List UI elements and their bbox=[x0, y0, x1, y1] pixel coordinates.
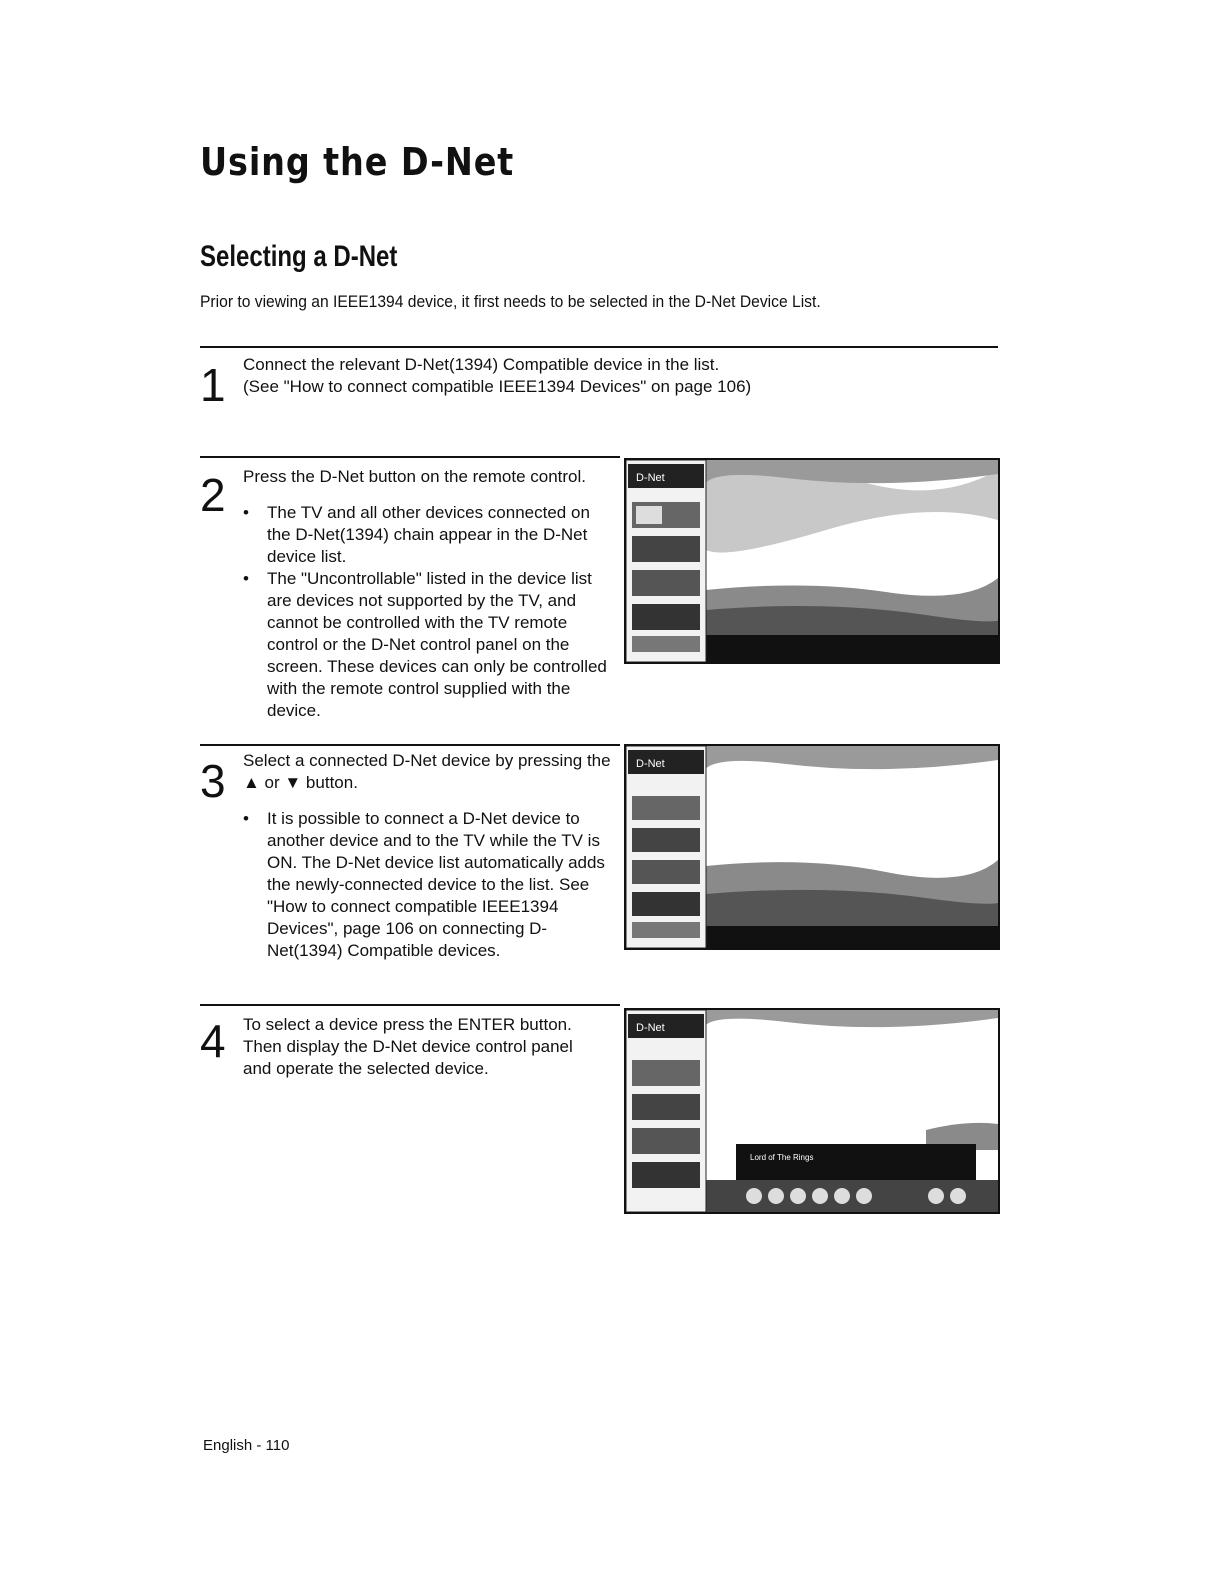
step-3-rule bbox=[200, 744, 620, 746]
step-3-bullet-1: • It is possible to connect a D-Net device to another device and to the TV while the TV is ON. The D-Net device list automatically adds the newly-connected device to the list. See "How to connect compatible IEEE1394 Devices", page 106 on connecting D-Net(1394) Compatible devices. bbox=[243, 808, 613, 962]
step-4-rule bbox=[200, 1004, 620, 1006]
step-4-text bbox=[243, 1014, 598, 1080]
step-3-number: 3 bbox=[200, 755, 226, 807]
screen-label: D-Net bbox=[636, 472, 665, 484]
step-3-text bbox=[243, 750, 613, 962]
step-2-bullet-1: • The TV and all other devices connected on the D-Net(1394) chain appear in the D-Net device list. bbox=[243, 502, 608, 568]
intro-text: Prior to viewing an IEEE1394 device, it first needs to be selected in the D-Net Device List. bbox=[200, 292, 821, 311]
step-2-number: 2 bbox=[200, 469, 226, 521]
page-number: English - 110 bbox=[203, 1437, 290, 1454]
panel-title: Lord of The Rings bbox=[750, 1153, 814, 1162]
step-2-rule bbox=[200, 456, 620, 458]
step-4-screenshot bbox=[624, 1008, 1000, 1214]
step-3-instruction: Select a connected D-Net device by pressing the ▲ or ▼ button. bbox=[243, 751, 611, 792]
page-title: Using the D-Net bbox=[200, 140, 515, 184]
dnet-select-screen bbox=[626, 746, 998, 948]
step-3-screenshot bbox=[624, 744, 1000, 950]
screen-label: D-Net bbox=[636, 758, 665, 770]
step-4-instruction: To select a device press the ENTER button. Then display the D-Net device control panel and operate the selected device. bbox=[243, 1015, 573, 1078]
step-3-bullets bbox=[243, 808, 613, 962]
section-title: Selecting a D-Net bbox=[200, 240, 398, 273]
dnet-list-screen bbox=[626, 460, 998, 662]
step-2-text bbox=[243, 466, 608, 722]
step-2-screenshot bbox=[624, 458, 1000, 664]
dnet-control-screen bbox=[626, 1010, 998, 1212]
step-2-bullets bbox=[243, 502, 608, 722]
step-1-line-2: (See "How to connect compatible IEEE1394 Devices" on page 106) bbox=[243, 377, 752, 396]
step-2-bullet-2: • The "Uncontrollable" listed in the device list are devices not supported by the TV, and cannot be controlled with the TV remote control or the D-Net control panel on the screen. These devices can only be controlled with the remote control supplied with the device. bbox=[243, 568, 608, 722]
step-4-number: 4 bbox=[200, 1015, 226, 1067]
step-1-number: 1 bbox=[200, 359, 226, 411]
step-1-text bbox=[243, 354, 983, 398]
step-1-rule bbox=[200, 346, 998, 348]
screen-label: D-Net bbox=[636, 1022, 665, 1034]
step-2-instruction: Press the D-Net button on the remote control. bbox=[243, 467, 587, 486]
step-1-line-1: Connect the relevant D-Net(1394) Compatible device in the list. bbox=[243, 355, 720, 374]
